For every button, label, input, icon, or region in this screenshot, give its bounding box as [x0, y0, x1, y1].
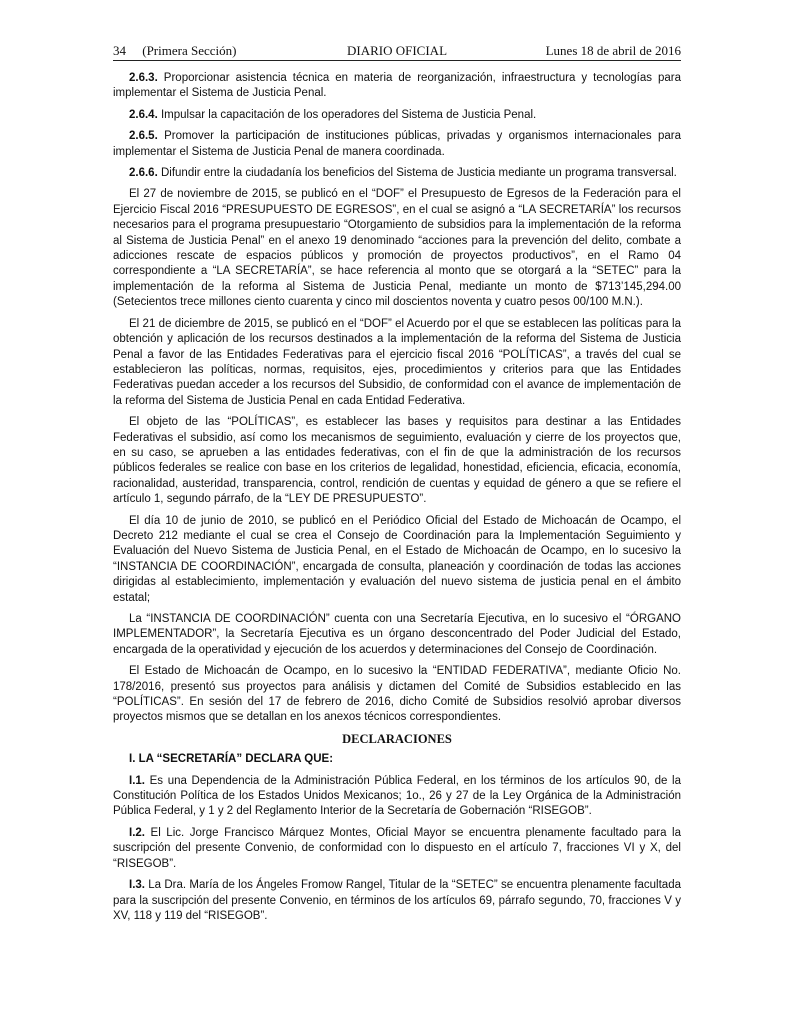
declaraciones-title: DECLARACIONES — [342, 731, 452, 746]
paragraph-organo-implementador: La “INSTANCIA DE COORDINACIÓN” cuenta con una Secretaría Ejecutiva, en lo sucesivo el “ÓRGANO IMPLEMENTADOR”, la Secretaría Ejecutiva es un órgano desconcentrado del Poder Judicial del Estado, encargada de la operatividad y ejecución de los acuerdos y determinaciones del Consejo de Coordinación. — [113, 613, 681, 656]
document-body — [113, 71, 681, 924]
paragraph-number: 2.6.6. — [129, 167, 158, 180]
declaration-number: I.2. — [129, 826, 145, 839]
paragraph-entidad-federativa: El Estado de Michoacán de Ocampo, en lo sucesivo la “ENTIDAD FEDERATIVA”, mediante Oficio No. 178/2016, presentó sus proyectos para análisis y dictamen del Comité de Subsidios establecido en las “POLÍTICAS”. En sesión del 17 de febrero de 2016, dicho Comité de Subsidios resolvió aprobar diversos proyectos mismos que se detallan en los anexos técnicos correspondientes. — [113, 665, 681, 724]
declaration-text: La Dra. María de los Ángeles Fromow Rangel, Titular de la “SETEC” se encuentra plenamente facultada para la suscripción del presente Convenio, en términos de los artículos 69, párrafo segundo, 70, fracciones V y XV, 118 y 119 del “RISEGOB”. — [113, 879, 681, 922]
paragraph-2-6-6 — [113, 166, 681, 181]
paragraph-text: Proporcionar asistencia técnica en materia de reorganización, infraestructura y tecnologías para implementar el Sistema de Justicia Penal. — [113, 72, 681, 100]
paragraph-text: Difundir entre la ciudadanía los beneficios del Sistema de Justicia mediante un programa transversal. — [157, 167, 677, 180]
declaration-i-1 — [113, 774, 681, 820]
declaration-number: I.3. — [129, 879, 145, 892]
declaration-i-2 — [113, 826, 681, 872]
header-publication: DIARIO OFICIAL — [346, 43, 448, 58]
paragraph-2-6-4 — [113, 108, 681, 123]
paragraph-text: Impulsar la capacitación de los operadores del Sistema de Justicia Penal. — [157, 108, 537, 121]
paragraph-number: 2.6.5. — [129, 130, 158, 143]
paragraph-text: Promover la participación de instituciones públicas, privadas y organismos internacionales para implementar el Sistema de Justicia Penal de manera coordinada. — [113, 130, 681, 158]
declaration-i-3 — [113, 878, 681, 924]
paragraph-number: 2.6.4. — [129, 108, 158, 121]
section-heading-secretaria: I. LA “SECRETARÍA” DECLARA QUE: — [129, 753, 334, 766]
paragraph-2-6-5 — [113, 129, 681, 160]
declaration-number: I.1. — [129, 774, 145, 787]
paragraph-politicas-acuerdo: El 21 de diciembre de 2015, se publicó en el “DOF” el Acuerdo por el que se establecen las políticas para la obtención y aplicación de los recursos destinados a la implementación de la reforma del Sistema de Justicia Penal a favor de las Entidades Federativas para el ejercicio fiscal 2016 “POLÍTICAS”, a través del cual se establecieron las políticas, normas, requisitos, ejes, procedimientos y criterios para que las Entidades Federativas puedan acceder a los recursos del Subsidio, de conformidad con el avance de implementación de la reforma del Sistema de Justicia Penal en cada Entidad Federativa. — [113, 317, 681, 407]
declaration-text: Es una Dependencia de la Administración Pública Federal, en los términos de los artículos 90, de la Constitución Política de los Estados Unidos Mexicanos; 1o., 26 y 27 de la Ley Orgánica de la Administración Pública Federal, y 1 y 2 del Reglamento Interior de la Secretaría de Gobernación “RISEGOB”. — [113, 774, 681, 818]
paragraph-number: 2.6.3. — [129, 72, 158, 84]
paragraph-objeto-politicas: El objeto de las “POLÍTICAS”, es establecer las bases y requisitos para destinar a las Entidades Federativas el subsidio, así como los mecanismos de seguimiento, evaluación y cierre de los proyectos que, en su caso, se aprueben a las entidades federativas, con el fin de que la administración de los recursos públicos federales se realice con base en los criterios de legalidad, honestidad, eficiencia, eficacia, economía, racionalidad, austeridad, transparencia, control, rendición de cuentas y equidad de género a que se refiere el artículo 1, segundo párrafo, de la “LEY DE PRESUPUESTO”. — [113, 416, 681, 506]
paragraph-2-6-3 — [113, 71, 681, 102]
header-date: Lunes 18 de abril de 2016 — [545, 43, 681, 58]
declaration-text: El Lic. Jorge Francisco Márquez Montes, Oficial Mayor se encuentra plenamente facultado para la suscripción del presente Convenio, de conformidad con lo dispuesto en el artículo 7, fracciones VI y X, del “RISEGOB”. — [113, 826, 681, 870]
page-header — [113, 42, 681, 61]
paragraph-decreto-212: El día 10 de junio de 2010, se publicó en el Periódico Oficial del Estado de Michoacán de Ocampo, el Decreto 212 mediante el cual se crea el Consejo de Coordinación para la Implementación Seguimiento y Evaluación del Nuevo Sistema de Justicia Penal, en el Estado de Michoacán de Ocampo, en lo sucesivo la “INSTANCIA DE COORDINACIÓN”, encargada de consulta, planeación y coordinación de todas las acciones dirigidas al establecimiento, implementación y evaluación del nuevo sistema de justicia penal en el ámbito estatal; — [113, 514, 681, 604]
header-page-section: 34 (Primera Sección) — [113, 43, 237, 58]
document-page — [113, 42, 681, 930]
paragraph-presupuesto: El 27 de noviembre de 2015, se publicó en el “DOF” el Presupuesto de Egresos de la Federación para el Ejercicio Fiscal 2016 “PRESUPUESTO DE EGRESOS”, en el cual se asignó a “LA SECRETARÍA” los recursos necesarios para el programa presupuestario “Otorgamiento de subsidios para la implementación de la reforma al Sistema de Justicia Penal” en el anexo 19 denominado “acciones para la prevención del delito, combate a adicciones rescate de espacios públicos y promoción de proyectos productivos”, en el Ramo 04 correspondiente a “LA SECRETARÍA”, se hace referencia al monto que se otorgará a la “SETEC” para la implementación de la reforma al Sistema de Justicia Penal, mediante un monto de $713’145,294.00 (Setecientos trece millones ciento cuarenta y cinco mil doscientos noventa y cuatro pesos 00/100 M.N.). — [113, 188, 681, 309]
